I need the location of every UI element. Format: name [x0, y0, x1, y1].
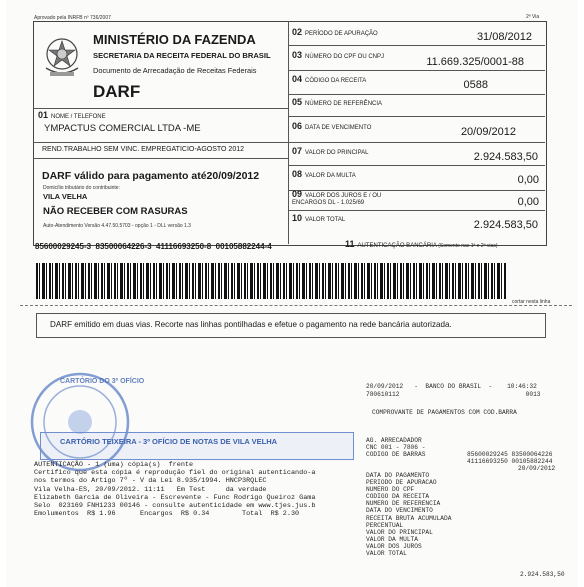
receipt-total: 2.924.583,50 — [520, 571, 565, 578]
domicile-label: Domicílio tributário do contribuinte: — [43, 185, 120, 191]
receipt-agency-block: AG. ARRECADADOR CNC 001 - 7806 - CODIGO DE BARRAS — [366, 437, 426, 459]
darf-title: DARF — [93, 82, 141, 101]
field-10-value: 2.924.583,50 — [473, 219, 538, 231]
receipt-payment-date: 20/09/2012 — [518, 465, 556, 472]
field-02-label: 02 PERÍODO DE APURAÇÃO — [292, 27, 378, 37]
document-title: Documento de Arrecadação de Receitas Federais — [93, 66, 257, 75]
bank-auth-label: 11 AUTENTICAÇÃO BANCÁRIA (Somente nas 1ª e 2ª vias) — [345, 239, 498, 249]
field-03-value: 11.669.325/0001-88 — [426, 56, 524, 68]
payment-barcode — [36, 263, 506, 299]
field-08-label: 08 VALOR DA MULTA — [292, 169, 356, 179]
cut-line — [20, 305, 572, 306]
authentication-text: AUTENTICAÇÃO - 1 (uma) cópia(s) frente Certifico que esta cópia é reprodução fiel do original autenticando-a nos termos do Artigo 7º - V da Lei 8.935/1994. HNCP3RQLEC Vila Velha-ES, 20/09/2012. 11:11 Em Test da verdade Elizabeth Garcia de Oliveira - Escrevente - Func Rodrigo Queiroz Gama Selo 023169 FNH1233 00146 - consulte autenticidade em www.tjes.jus.b Emolumentos R$ 1.96 Encargos R$ 0.34 Total R$ 2.30 — [34, 461, 316, 519]
reference-description: REND.TRABALHO SEM VINC. EMPREGATICIO-AGOSTO 2012 — [42, 146, 245, 153]
receipt-barcode-b: 41116693250 00105882244 — [467, 458, 553, 465]
seal-ring-text: CARTÓRIO DO 3º OFÍCIO — [60, 378, 145, 385]
ministry-title: MINISTÉRIO DA FAZENDA — [93, 32, 256, 47]
taxpayer-name: YMPACTUS COMERCIAL LTDA -ME — [44, 123, 201, 134]
receipt-title: COMPROVANTE DE PAGAMENTOS COM COD.BARRA — [372, 409, 517, 416]
field-10-label: 10 VALOR TOTAL — [292, 213, 346, 223]
secretariat-title: SECRETARIA DA RECEITA FEDERAL DO BRASIL — [93, 51, 271, 60]
approval-note: Aprovado pela INRFB nº 736/2007 — [34, 15, 111, 21]
field-07-label: 07 VALOR DO PRINCIPAL — [292, 146, 369, 156]
receipt-barcode-a: 85600029245 83500064226 — [467, 451, 553, 458]
cut-label: cortar nesta linha — [512, 299, 551, 305]
receipt-header-line2: 780610112 0013 — [366, 391, 541, 398]
notary-office-name: CARTÓRIO TEIXEIRA - 3º OFÍCIO DE NOTAS DE VILA VELHA — [60, 437, 278, 446]
field-09-value: 0,00 — [517, 196, 539, 208]
field-06-label: 06 DATA DE VENCIMENTO — [292, 121, 372, 131]
no-erasure-warning: NÃO RECEBER COM RASURAS — [43, 206, 188, 217]
domicile-value: VILA VELHA — [43, 192, 88, 201]
field-06-value: 20/09/2012 — [460, 126, 516, 138]
autoservice-version: Auto-Atendimento Versão 4.47.50.5703 - opção 1 - DLL versão 1.3 — [43, 223, 191, 229]
brasil-coat-of-arms-icon — [40, 34, 84, 80]
name-label: 01 NOME / TELEFONE — [38, 110, 106, 120]
valid-until-text: DARF válido para pagamento até20/09/2012 — [42, 170, 260, 182]
field-03-label: 03 NÚMERO DO CPF OU CNPJ — [292, 50, 385, 60]
field-05-label: 05 NÚMERO DE REFERÊNCIA — [292, 97, 383, 107]
field-09-label: 09 VALOR DOS JUROS E / OU ENCARGOS DL - 1.025/69 — [292, 189, 382, 206]
field-04-label: 04 CÓDIGO DA RECEITA — [292, 74, 367, 84]
field-08-value: 0,00 — [517, 174, 539, 186]
receipt-labels: DATA DO PAGAMENTO PERIODO DE APURACAO NUMERO DO CPF CODIGO DA RECEITA NUMERO DE REFERENCIA DATA DO VENCIMENTO RECEITA BRUTA ACUMULADA PERCENTUAL VALOR DO PRINCIPAL VALOR DA MULTA VALOR DOS JUROS VALOR TOTAL — [366, 472, 452, 558]
barcode-digits: 85600029245-3 83500064226-3 41116693250-8 00105882244-4 — [35, 242, 272, 251]
field-02-value: 31/08/2012 — [476, 31, 532, 43]
field-07-value: 2.924.583,50 — [473, 151, 538, 163]
field-04-value: 0588 — [463, 79, 488, 91]
notice-text: DARF emitido em duas vias. Recorte nas linhas pontilhadas e efetue o pagamento na rede bancária autorizada. — [50, 320, 452, 329]
receipt-header-line1: 20/09/2012 - BANCO DO BRASIL - 10:46:32 — [366, 383, 537, 390]
via-label: 2ª Via — [526, 14, 540, 20]
